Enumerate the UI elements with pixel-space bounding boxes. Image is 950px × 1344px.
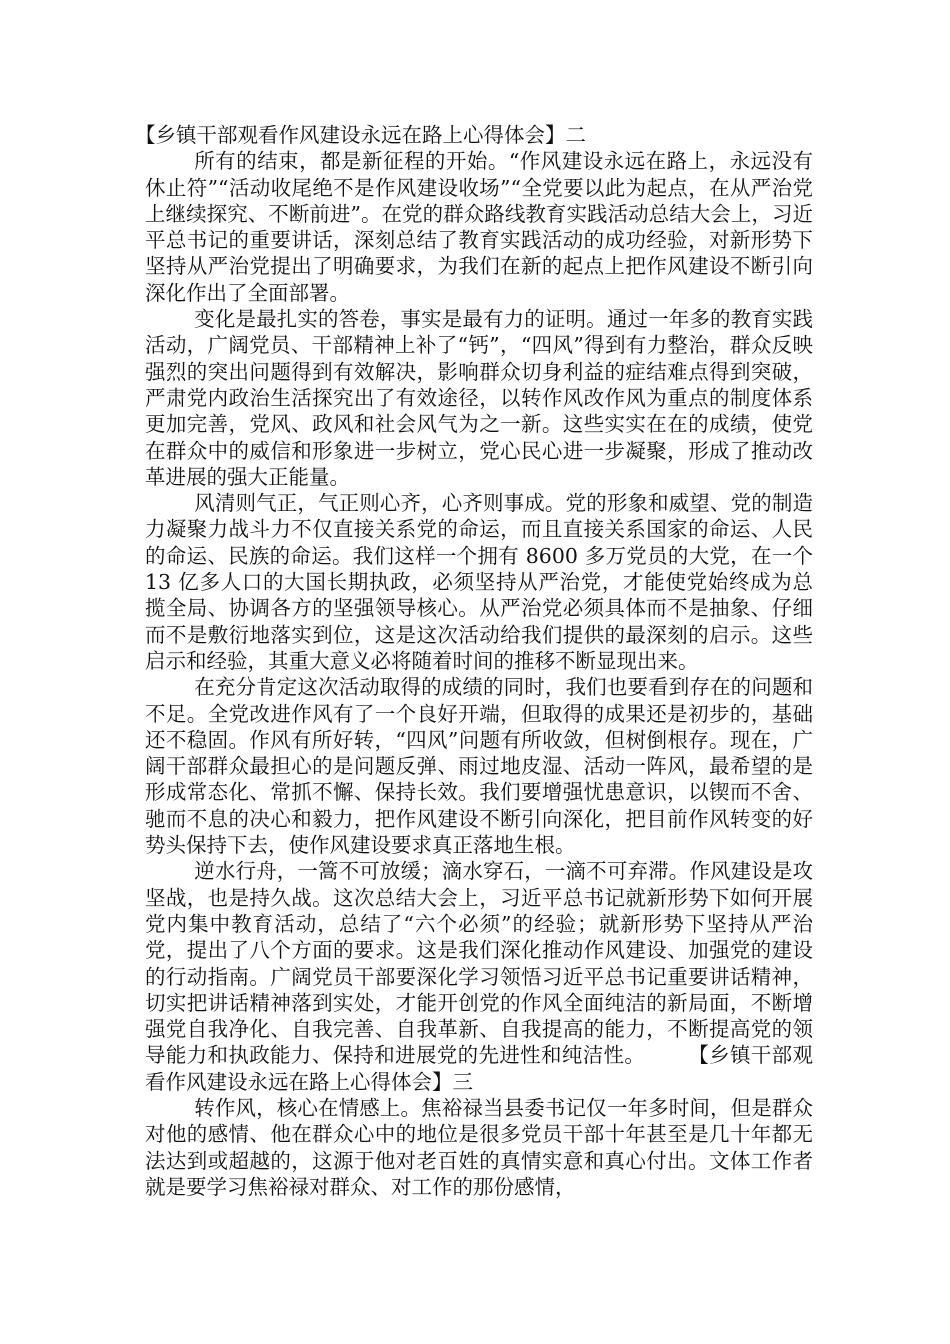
paragraph-3: 风清则气正，气正则心齐，心齐则事成。党的形象和威望、党的制造力凝聚力战斗力不仅直接关系党的命运，而且直接关系国家的命运、人民的命运、民族的命运。我们这样一个拥有 8600 多万党员的大党，在一个 13 亿多人口的大国长期执政，必须坚持从严治党，才能使党始终成为总揽全局、协调各方的坚强领导核心。从严治党必须具体而不是抽象、仔细而不是敷衍地落实到位，这是这次活动给我们提供的最深刻的启示。这些启示和经验，其重大意义必将随着时间的推移不断显现出来。: [145, 491, 813, 673]
document-body: [135, 122, 814, 1200]
paragraph-5: 逆水行舟，一篙不可放缓；滴水穿石，一滴不可弃滞。作风建设是攻坚战，也是持久战。这次总结大会上，习近平总书记就新形势下如何开展党内集中教育活动，总结了“六个必须”的经验；就新形势下坚持从严治党，提出了八个方面的要求。这是我们深化推动作风建设、加强党的建设的行动指南。广阔党员干部要深化学习领悟习近平总书记重要讲话精神，切实把讲话精神落到实处，才能开创党的作风全面纯洁的新局面，不断增强党自我净化、自我完善、自我革新、自我提高的能力，不断提高党的领导能力和执政能力、保持和进展党的先进性和纯洁性。: [145, 859, 813, 1068]
paragraph-4: 在充分肯定这次活动取得的成绩的同时，我们也要看到存在的问题和不足。全党改进作风有了一个良好开端，但取得的成果还是初步的，基础还不稳固。作风有所好转，“四风”问题有所收敛，但树倒根存。现在，广阔干部群众最担心的是问题反弹、雨过地皮湿、活动一阵风，最希望的是形成常态化、常抓不懈、保持长效。我们要增强忧患意识，以锲而不舍、驰而不息的决心和毅力，把作风建设不断引向深化，把目前作风转变的好势头保持下去，使作风建设要求真正落地生根。: [145, 675, 813, 858]
section-heading-2: 【乡镇干部观看作风建设永远在路上心得体会】二: [135, 123, 586, 147]
paragraph-5-with-heading: [145, 858, 813, 1095]
paragraph-2: 变化是最扎实的答卷，事实是最有力的证明。通过一年多的教育实践活动，广阔党员、干部精神上补了“钙”，“四风”得到有力整治，群众反映强烈的突出问题得到有效解决，影响群众切身利益的症结难点得到突破，严肃党内政治生活探究出了有效途径，以转作风改作风为重点的制度体系更加完善，党风、政风和社会风气为之一新。这些实实在在的成绩，使党在群众中的威信和形象进一步树立，党心民心进一步凝聚，形成了推动改革进展的强大正能量。: [145, 307, 813, 489]
paragraph-6: 转作风，核心在情感上。焦裕禄当县委书记仅一年多时间，但是群众对他的感情、他在群众心中的地位是很多党员干部十年甚至是几十年都无法达到或超越的，这源于他对老百姓的真情实意和真心付出。文体工作者就是要学习焦裕禄对群众、对工作的那份感情，: [145, 1095, 813, 1199]
section-heading-3: 【乡镇干部观看作风建设永远在路上心得体会】三: [145, 1043, 814, 1094]
paragraph-1: 所有的结束，都是新征程的开始。“作风建设永远在路上，永远没有休止符”“活动收尾绝不是作风建设收场”“全党要以此为起点，在从严治党上继续探究、不断前进”。在党的群众路线教育实践活动总结大会上，习近平总书记的重要讲话，深刻总结了教育实践活动的成功经验，对新形势下坚持从严治党提出了明确要求，为我们在新的起点上把作风建设不断引向深化作出了全面部署。: [145, 149, 813, 305]
